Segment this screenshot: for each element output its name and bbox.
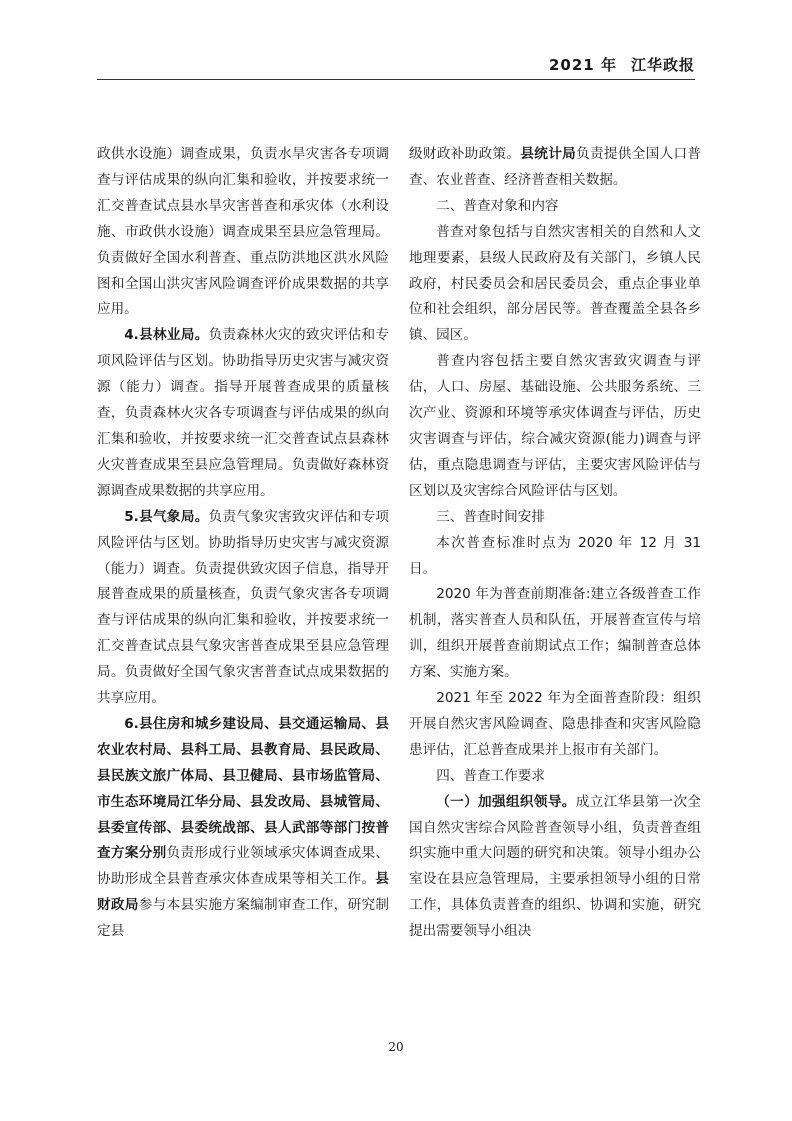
paragraph-text: 负责森林火灾的致灾评估和专项风险评估与区划。协助指导历史灾害与减灾资源（能力）调查。指导开展普查成果的质量核查，负责森林火灾各专项调查与评估成果的纵向汇集和验收，并按要求统一汇交普查试点县森林火灾普查成果至县应急管理局。负责做好森林资源调查成果数据的共享应用。 bbox=[97, 327, 390, 499]
paragraph: 2020 年为普查前期准备:建立各级普查工作机制，落实普查人员和队伍，开展普查宣传与培训，组织开展普查前期试点工作；编制普查总体方案、实施方案。 bbox=[409, 586, 701, 681]
paragraph bbox=[97, 323, 389, 504]
header-year: 2021 年 bbox=[549, 56, 617, 74]
paragraph-text: 级财政补助政策。 bbox=[409, 146, 521, 162]
paragraph: 本次普查标准时点为 2020 年 12 月 31 日。 bbox=[409, 534, 701, 577]
paragraph bbox=[97, 712, 389, 945]
item-heading: 县统计局 bbox=[520, 146, 577, 162]
paragraph bbox=[409, 790, 701, 945]
item-heading: 5.县气象局。 bbox=[124, 508, 209, 525]
paragraph-text: 成立江华县第一次全国自然灾害综合风险普查领导小组，负责普查组织实施中重大问题的研究和决策。领导小组办公室设在县应急管理局，主要承担领导小组的日常工作，具体负责普查的组织、协调和实施，研究提出需要领导小组决 bbox=[409, 793, 702, 940]
section-heading: 二、普查对象和内容 bbox=[436, 197, 559, 214]
header-text bbox=[549, 54, 695, 75]
paragraph: 政供水设施）调查成果，负责水旱灾害各专项调查与评估成果的纵向汇集和验收，并按要求统一汇交普查试点县水旱灾害普查和承灾体（水利设施、市政供水设施）调查成果至县应急管理局。负责做好全国水利普查、重点防洪地区洪水风险图和全国山洪灾害风险调查评价成果数据的共享应用。 bbox=[97, 146, 389, 318]
left-column bbox=[97, 142, 389, 945]
paragraph: 普查内容包括主要自然灾害致灾调查与评估，人口、房屋、基础设施、公共服务系统、三次产业、资源和环境等承灾体调查与评估，历史灾害调查与评估，综合减灾资源(能力)调查与评估，重点隐患调查与评估，主要灾害风险评估与区划以及灾害综合风险评估与区划。 bbox=[409, 353, 701, 499]
page-header bbox=[0, 0, 792, 84]
item-heading: 6.县住房和城乡建设局、县交通运输局、县农业农村局、县科工局、县教育局、县民政局、县民族文旅广体局、县卫健局、县市场监管局、市生态环境局江华分局、县发改局、县城管局、县委宣传部、县委统战部、县人武部等部门按普查方案分别 bbox=[97, 715, 389, 862]
paragraph-text: 参与本县实施方案编制审查工作，研究制定县 bbox=[97, 897, 390, 940]
paragraph bbox=[409, 142, 701, 194]
page-number: 20 bbox=[388, 1040, 404, 1054]
item-heading: 4.县林业局。 bbox=[124, 327, 209, 344]
paragraph-text: 负责气象灾害致灾评估和专项风险评估与区划。协助指导历史灾害与减灾资源（能力）调查。负责提供致灾因子信息，指导开展普查成果的质量核查，负责气象灾害各专项调查与评估成果的纵向汇集和验收，并按要求统一汇交普查试点县气象灾害普查成果至县应急管理局。负责做好全国气象灾害普查试点成果数据的共享应用。 bbox=[97, 508, 390, 707]
paragraph-text: 负责形成行业领域承灾体调查成果、协助形成全县普查承灾体查成果等相关工作。 bbox=[97, 845, 390, 888]
section-heading: 三、普查时间安排 bbox=[436, 508, 545, 525]
header-rule bbox=[97, 79, 695, 80]
item-heading: 县财政局 bbox=[97, 871, 389, 914]
header-title: 江华政报 bbox=[630, 56, 695, 74]
paragraph-text: 负责提供全国人口普查、农业普查、经济普查相关数据。 bbox=[409, 146, 702, 188]
right-column bbox=[409, 142, 701, 945]
section-heading: 四、普查工作要求 bbox=[436, 767, 545, 784]
paragraph bbox=[97, 505, 389, 712]
paragraph: 2021 年至 2022 年为全面普查阶段：组织开展自然灾害风险调查、隐患排查和灾害风险隐患评估，汇总普查成果并上报市有关部门。 bbox=[409, 690, 701, 758]
paragraph: 普查对象包括与自然灾害相关的自然和人文地理要素，县级人民政府及有关部门，乡镇人民政府，村民委员会和居民委员会，重点企事业单位和社会组织，部分居民等。普查覆盖全县各乡镇、园区。 bbox=[409, 223, 701, 344]
item-heading: （一）加强组织领导。 bbox=[436, 793, 576, 810]
